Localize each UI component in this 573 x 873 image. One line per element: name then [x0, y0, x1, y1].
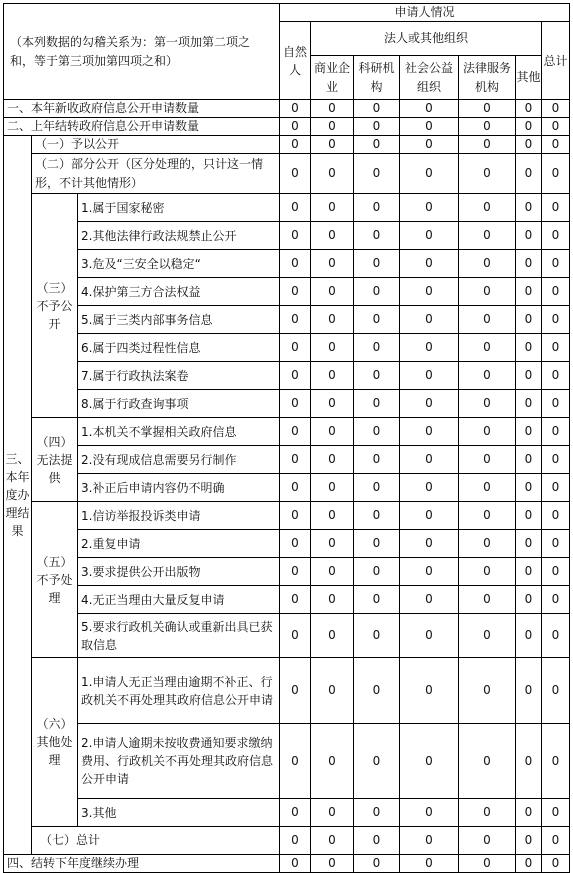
table-row — [4, 136, 570, 154]
value-cell: 0 — [516, 658, 542, 724]
value-cell: 0 — [459, 724, 516, 799]
value-cell: 0 — [354, 474, 400, 502]
value-cell: 0 — [311, 418, 354, 446]
value-cell: 0 — [459, 250, 516, 278]
value-cell: 0 — [400, 390, 459, 418]
value-cell: 0 — [400, 855, 459, 873]
group-label: （四）无法提供 — [32, 418, 78, 502]
value-cell: 0 — [354, 250, 400, 278]
value-cell: 0 — [516, 278, 542, 306]
total-header: 总计 — [542, 22, 570, 100]
value-cell: 0 — [542, 558, 570, 586]
value-cell: 0 — [400, 306, 459, 334]
row-label: 5.属于三类内部事务信息 — [78, 306, 280, 334]
table-row — [4, 586, 570, 614]
value-cell: 0 — [354, 614, 400, 658]
social-welfare-header: 社会公益组织 — [400, 56, 459, 100]
value-cell: 0 — [280, 334, 311, 362]
legal-service-header: 法律服务机构 — [459, 56, 516, 100]
row-label: 二、上年结转政府信息公开申请数量 — [4, 118, 280, 136]
value-cell: 0 — [542, 530, 570, 558]
value-cell: 0 — [542, 390, 570, 418]
table-row — [4, 334, 570, 362]
value-cell: 0 — [311, 278, 354, 306]
value-cell: 0 — [354, 586, 400, 614]
value-cell: 0 — [459, 558, 516, 586]
value-cell: 0 — [400, 100, 459, 118]
value-cell: 0 — [354, 855, 400, 873]
row-label: 3.危及“三安全以稳定“ — [78, 250, 280, 278]
value-cell: 0 — [400, 474, 459, 502]
value-cell: 0 — [354, 136, 400, 154]
row-label: 6.属于四类过程性信息 — [78, 334, 280, 362]
row-label: 5.要求行政机关确认或重新出具已获取信息 — [78, 614, 280, 658]
table-row — [4, 614, 570, 658]
value-cell: 0 — [542, 658, 570, 724]
value-cell: 0 — [542, 362, 570, 390]
row-label: 2.申请人逾期未按收费通知要求缴纳费用、行政机关不再处理其政府信息公开申请 — [78, 724, 280, 799]
value-cell: 0 — [459, 799, 516, 827]
value-cell: 0 — [280, 855, 311, 873]
value-cell: 0 — [516, 118, 542, 136]
value-cell: 0 — [516, 530, 542, 558]
value-cell: 0 — [400, 362, 459, 390]
applicant-status-header: 申请人情况 — [280, 4, 570, 22]
value-cell: 0 — [459, 530, 516, 558]
value-cell: 0 — [311, 136, 354, 154]
value-cell: 0 — [542, 250, 570, 278]
value-cell: 0 — [459, 222, 516, 250]
value-cell: 0 — [354, 194, 400, 222]
value-cell: 0 — [516, 614, 542, 658]
table-row — [4, 222, 570, 250]
value-cell: 0 — [516, 306, 542, 334]
value-cell: 0 — [354, 278, 400, 306]
value-cell: 0 — [400, 799, 459, 827]
value-cell: 0 — [516, 390, 542, 418]
value-cell: 0 — [354, 334, 400, 362]
value-cell: 0 — [516, 222, 542, 250]
value-cell: 0 — [311, 194, 354, 222]
value-cell: 0 — [459, 446, 516, 474]
value-cell: 0 — [280, 118, 311, 136]
value-cell: 0 — [516, 502, 542, 530]
value-cell: 0 — [516, 154, 542, 194]
value-cell: 0 — [542, 418, 570, 446]
value-cell: 0 — [400, 558, 459, 586]
table-row — [4, 100, 570, 118]
value-cell: 0 — [542, 446, 570, 474]
row-label: 3.其他 — [78, 799, 280, 827]
table-row — [4, 418, 570, 446]
value-cell: 0 — [354, 446, 400, 474]
value-cell: 0 — [459, 502, 516, 530]
table-row — [4, 558, 570, 586]
table-row — [4, 474, 570, 502]
value-cell: 0 — [311, 474, 354, 502]
value-cell: 0 — [459, 474, 516, 502]
value-cell: 0 — [516, 418, 542, 446]
row-label: （二）部分公开（区分处理的，只计这一情形，不计其他情形） — [32, 154, 280, 194]
value-cell: 0 — [542, 827, 570, 855]
value-cell: 0 — [459, 362, 516, 390]
row-label: 7.属于行政执法案卷 — [78, 362, 280, 390]
value-cell: 0 — [542, 586, 570, 614]
value-cell: 0 — [516, 558, 542, 586]
value-cell: 0 — [311, 334, 354, 362]
value-cell: 0 — [459, 306, 516, 334]
value-cell: 0 — [311, 799, 354, 827]
value-cell: 0 — [280, 136, 311, 154]
value-cell: 0 — [280, 614, 311, 658]
business-header: 商业企业 — [311, 56, 354, 100]
value-cell: 0 — [516, 586, 542, 614]
value-cell: 0 — [354, 799, 400, 827]
note-cell: （本列数据的勾稽关系为：第一项加第二项之和，等于第三项加第四项之和） — [4, 4, 280, 100]
value-cell: 0 — [516, 250, 542, 278]
value-cell: 0 — [459, 118, 516, 136]
value-cell: 0 — [280, 306, 311, 334]
value-cell: 0 — [459, 278, 516, 306]
table-row — [4, 502, 570, 530]
value-cell: 0 — [400, 658, 459, 724]
value-cell: 0 — [311, 614, 354, 658]
value-cell: 0 — [400, 250, 459, 278]
value-cell: 0 — [311, 558, 354, 586]
table-row — [4, 194, 570, 222]
row-label: 四、结转下年度继续办理 — [4, 855, 280, 873]
row-label: 3.补正后申请内容仍不明确 — [78, 474, 280, 502]
value-cell: 0 — [542, 306, 570, 334]
value-cell: 0 — [311, 586, 354, 614]
value-cell: 0 — [354, 390, 400, 418]
value-cell: 0 — [280, 278, 311, 306]
row-label: 4.无正当理由大量反复申请 — [78, 586, 280, 614]
value-cell: 0 — [280, 530, 311, 558]
table-row — [4, 658, 570, 724]
value-cell: 0 — [516, 724, 542, 799]
value-cell: 0 — [354, 827, 400, 855]
value-cell: 0 — [311, 100, 354, 118]
value-cell: 0 — [354, 154, 400, 194]
value-cell: 0 — [542, 614, 570, 658]
legal-entity-header: 法人或其他组织 — [311, 22, 542, 56]
statistics-table — [3, 3, 570, 873]
value-cell: 0 — [400, 154, 459, 194]
table-row — [4, 278, 570, 306]
value-cell: 0 — [516, 194, 542, 222]
value-cell: 0 — [311, 855, 354, 873]
value-cell: 0 — [400, 724, 459, 799]
value-cell: 0 — [542, 154, 570, 194]
value-cell: 0 — [516, 136, 542, 154]
value-cell: 0 — [311, 530, 354, 558]
value-cell: 0 — [542, 118, 570, 136]
value-cell: 0 — [311, 390, 354, 418]
value-cell: 0 — [400, 334, 459, 362]
value-cell: 0 — [311, 154, 354, 194]
value-cell: 0 — [516, 446, 542, 474]
value-cell: 0 — [280, 154, 311, 194]
row-label: 2.重复申请 — [78, 530, 280, 558]
value-cell: 0 — [354, 222, 400, 250]
row-label: 8.属于行政查询事项 — [78, 390, 280, 418]
value-cell: 0 — [400, 502, 459, 530]
value-cell: 0 — [459, 614, 516, 658]
value-cell: 0 — [459, 390, 516, 418]
value-cell: 0 — [542, 334, 570, 362]
value-cell: 0 — [280, 390, 311, 418]
value-cell: 0 — [311, 724, 354, 799]
group-label: （五）不予处理 — [32, 502, 78, 658]
value-cell: 0 — [280, 250, 311, 278]
value-cell: 0 — [280, 418, 311, 446]
row-label: 4.保护第三方合法权益 — [78, 278, 280, 306]
value-cell: 0 — [400, 530, 459, 558]
value-cell: 0 — [459, 855, 516, 873]
value-cell: 0 — [542, 136, 570, 154]
value-cell: 0 — [542, 474, 570, 502]
value-cell: 0 — [280, 658, 311, 724]
value-cell: 0 — [400, 278, 459, 306]
value-cell: 0 — [400, 586, 459, 614]
value-cell: 0 — [280, 724, 311, 799]
row-label: 2.没有现成信息需要另行制作 — [78, 446, 280, 474]
table-row — [4, 362, 570, 390]
value-cell: 0 — [516, 334, 542, 362]
value-cell: 0 — [311, 306, 354, 334]
value-cell: 0 — [459, 154, 516, 194]
value-cell: 0 — [280, 446, 311, 474]
value-cell: 0 — [542, 799, 570, 827]
value-cell: 0 — [542, 194, 570, 222]
value-cell: 0 — [516, 362, 542, 390]
value-cell: 0 — [459, 418, 516, 446]
value-cell: 0 — [400, 136, 459, 154]
value-cell: 0 — [459, 827, 516, 855]
value-cell: 0 — [280, 222, 311, 250]
value-cell: 0 — [400, 194, 459, 222]
value-cell: 0 — [516, 799, 542, 827]
value-cell: 0 — [354, 530, 400, 558]
value-cell: 0 — [516, 827, 542, 855]
value-cell: 0 — [400, 446, 459, 474]
value-cell: 0 — [400, 118, 459, 136]
row-label: 1.本机关不掌握相关政府信息 — [78, 418, 280, 446]
row-label: 1.申请人无正当理由逾期不补正、行政机关不再处理其政府信息公开申请 — [78, 658, 280, 724]
value-cell: 0 — [542, 222, 570, 250]
value-cell: 0 — [280, 100, 311, 118]
value-cell: 0 — [354, 362, 400, 390]
row-label: 一、本年新收政府信息公开申请数量 — [4, 100, 280, 118]
value-cell: 0 — [516, 100, 542, 118]
value-cell: 0 — [459, 100, 516, 118]
table-row — [4, 724, 570, 799]
value-cell: 0 — [354, 502, 400, 530]
value-cell: 0 — [400, 222, 459, 250]
value-cell: 0 — [280, 586, 311, 614]
value-cell: 0 — [311, 827, 354, 855]
table-row — [4, 827, 570, 855]
table-row — [4, 306, 570, 334]
group-label: （三）不予公开 — [32, 194, 78, 418]
row-label: 1.信访举报投诉类申请 — [78, 502, 280, 530]
value-cell: 0 — [400, 827, 459, 855]
value-cell: 0 — [459, 586, 516, 614]
value-cell: 0 — [354, 558, 400, 586]
table-row — [4, 799, 570, 827]
table-row — [4, 855, 570, 873]
value-cell: 0 — [354, 118, 400, 136]
research-header: 科研机构 — [354, 56, 400, 100]
row-label: 3.要求提供公开出版物 — [78, 558, 280, 586]
value-cell: 0 — [516, 474, 542, 502]
row-label: （七）总计 — [32, 827, 280, 855]
value-cell: 0 — [311, 502, 354, 530]
natural-person-header: 自然人 — [280, 22, 311, 100]
value-cell: 0 — [516, 855, 542, 873]
table-row — [4, 250, 570, 278]
value-cell: 0 — [542, 278, 570, 306]
group-label: （六）其他处理 — [32, 658, 78, 827]
value-cell: 0 — [280, 558, 311, 586]
value-cell: 0 — [280, 474, 311, 502]
value-cell: 0 — [459, 194, 516, 222]
value-cell: 0 — [311, 118, 354, 136]
section-3-label: 三、本年度办理结果 — [4, 136, 32, 855]
value-cell: 0 — [311, 250, 354, 278]
other-header: 其他 — [516, 56, 542, 100]
value-cell: 0 — [311, 362, 354, 390]
value-cell: 0 — [354, 724, 400, 799]
value-cell: 0 — [400, 418, 459, 446]
value-cell: 0 — [459, 658, 516, 724]
table-row — [4, 390, 570, 418]
value-cell: 0 — [459, 334, 516, 362]
value-cell: 0 — [354, 100, 400, 118]
value-cell: 0 — [280, 502, 311, 530]
value-cell: 0 — [354, 658, 400, 724]
row-label: 2.其他法律行政法规禁止公开 — [78, 222, 280, 250]
value-cell: 0 — [459, 136, 516, 154]
value-cell: 0 — [354, 418, 400, 446]
value-cell: 0 — [400, 614, 459, 658]
value-cell: 0 — [280, 799, 311, 827]
value-cell: 0 — [311, 446, 354, 474]
table-row — [4, 530, 570, 558]
value-cell: 0 — [542, 724, 570, 799]
value-cell: 0 — [280, 194, 311, 222]
table-row — [4, 154, 570, 194]
value-cell: 0 — [311, 222, 354, 250]
row-label: （一）予以公开 — [32, 136, 280, 154]
table-row — [4, 446, 570, 474]
value-cell: 0 — [280, 827, 311, 855]
table-row — [4, 118, 570, 136]
value-cell: 0 — [280, 362, 311, 390]
row-label: 1.属于国家秘密 — [78, 194, 280, 222]
value-cell: 0 — [311, 658, 354, 724]
value-cell: 0 — [354, 306, 400, 334]
value-cell: 0 — [542, 855, 570, 873]
value-cell: 0 — [542, 100, 570, 118]
value-cell: 0 — [542, 502, 570, 530]
